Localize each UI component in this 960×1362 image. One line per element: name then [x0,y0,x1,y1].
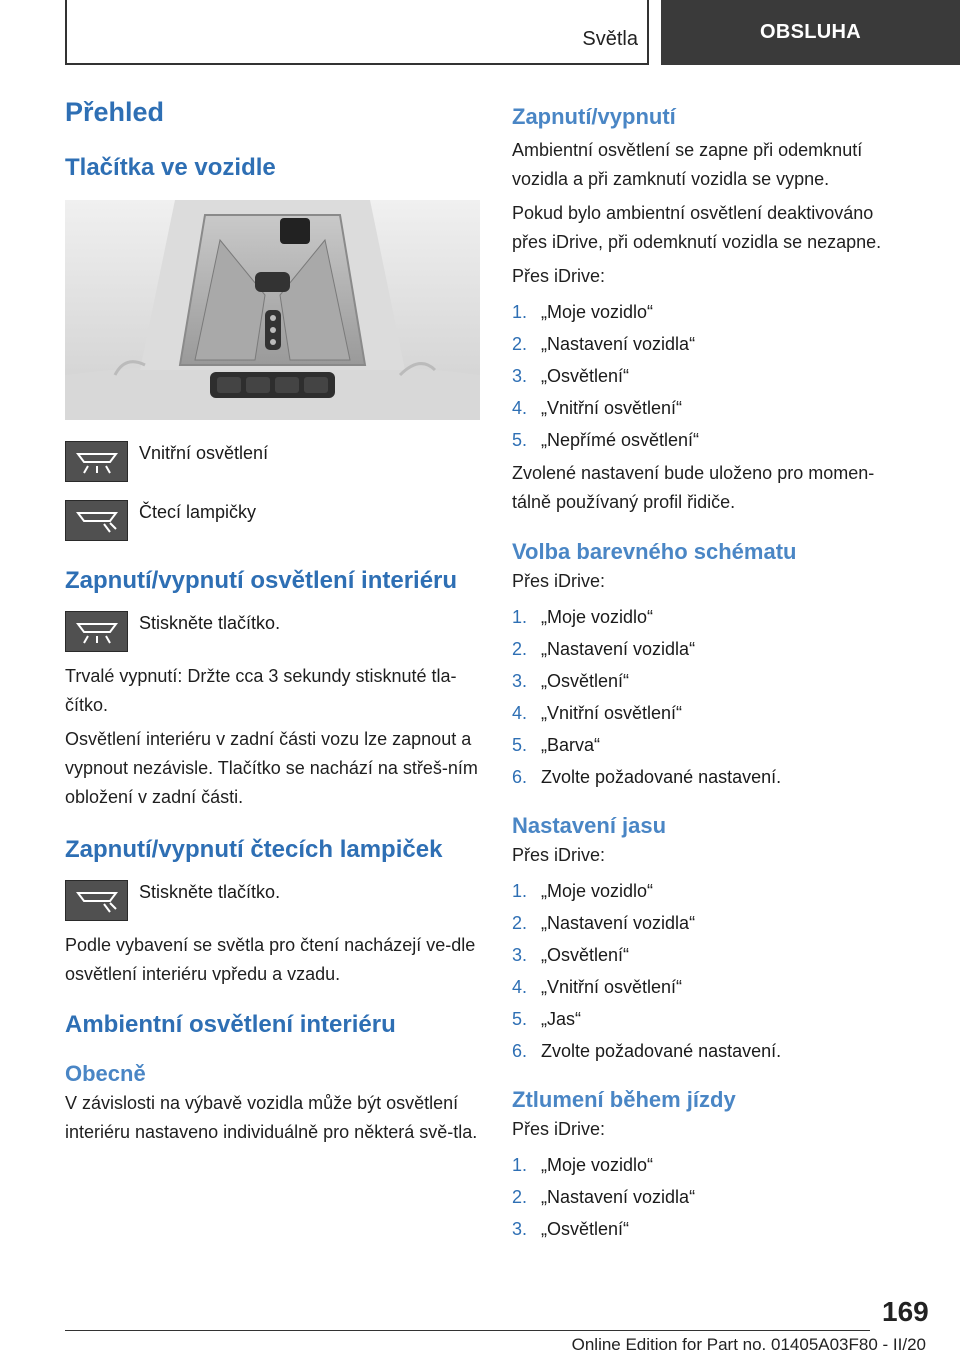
list-item-number: 5. [512,430,528,450]
right-column [512,96,912,1245]
heading-tlacitka: Tlačítka ve vozidle [65,154,276,181]
list-item [512,296,912,328]
header-frame [65,0,649,65]
list-item-text: „Nastavení vozidla“ [541,639,696,659]
button-row-reading [65,500,485,541]
list-item-text: „Vnitřní osvětlení“ [541,977,683,997]
list-item-number: 3. [512,945,528,965]
list-item-text: „Nastavení vozidla“ [541,334,696,354]
list-dim [512,1149,912,1245]
list-item-text: „Osvětlení“ [541,366,630,386]
interior-light-icon [65,441,128,482]
onoff-para-2: Pokud bylo ambientní osvětlení deaktivováno přes iDrive, při odemknutí vozidla se nezapne. [512,203,882,252]
list-item [512,424,912,456]
list-item [512,360,912,392]
list-item [512,328,912,360]
list-item-number: 4. [512,703,528,723]
list-item-text: „Moje vozidlo“ [541,302,654,322]
list-item-text: „Jas“ [541,1009,581,1029]
list-item-text: „Vnitřní osvětlení“ [541,398,683,418]
reading-light-icon [65,500,128,541]
list-item-text: Zvolte požadované nastavení. [541,1041,782,1061]
section-title: Světla [582,28,638,50]
list-item-text: „Nepřímé osvětlení“ [541,430,700,450]
via-idrive-1: Přes iDrive: [512,266,606,286]
list-item [512,601,912,633]
list-item [512,392,912,424]
button-row-reading-press [65,880,485,921]
interior-para-2: Osvětlení interiéru v zadní části vozu lze zapnout a vypnout nezávisle. Tlačítko se nachází na střeš-ním obložení v zadní části. [65,729,478,807]
list-item [512,1181,912,1213]
reading-para-1: Podle vybavení se světla pro čtení nacházejí ve-dle osvětlení interiéru vpředu a vzadu. [65,935,476,984]
heading-color: Volba barevného schématu [512,539,797,564]
list-item [512,729,912,761]
list-item [512,907,912,939]
list-item-number: 5. [512,735,528,755]
list-ambient-onoff [512,296,912,456]
heading-dim: Ztlumení během jízdy [512,1087,736,1112]
list-item [512,665,912,697]
list-item-text: Zvolte požadované nastavení. [541,767,782,787]
heading-reading-onoff: Zapnutí/vypnutí čtecích lampiček [65,836,443,863]
obecne-para: V závislosti na výbavě vozidla může být osvětlení interiéru nastaveno individuálně pro některá svě-tla. [65,1093,478,1142]
list-item-number: 3. [512,1219,528,1239]
list-item-number: 1. [512,1155,528,1175]
onoff-para-1: Ambientní osvětlení se zapne při odemknutí vozidla a při zamknutí vozidla se vypne. [512,140,863,189]
list-item-number: 6. [512,767,528,787]
list-item-number: 5. [512,1009,528,1029]
list-item-number: 3. [512,366,528,386]
heading-prehled: Přehled [65,97,165,127]
list-item-number: 2. [512,334,528,354]
footer-rule [65,1330,870,1331]
list-item-text: „Moje vozidlo“ [541,1155,654,1175]
heading-brightness: Nastavení jasu [512,813,667,838]
interior-press-text: Stiskněte tlačítko. [139,613,281,633]
list-item-number: 2. [512,913,528,933]
list-item [512,939,912,971]
chapter-tab: OBSLUHA [661,0,960,65]
list-item-number: 2. [512,639,528,659]
interior-light-icon-2 [65,611,128,652]
list-item-text: „Osvětlení“ [541,1219,630,1239]
page-number: 169 [882,1296,929,1327]
list-item [512,697,912,729]
reading-light-label: Čtecí lampičky [139,502,257,522]
list-item-text: „Moje vozidlo“ [541,881,654,901]
list-item [512,1035,912,1067]
list-item-text: „Osvětlení“ [541,671,630,691]
via-idrive-2: Přes iDrive: [512,571,606,591]
onoff-para-3: Zvolené nastavení bude uloženo pro momen-tálně používaný profil řidiče. [512,463,875,512]
interior-light-label: Vnitřní osvětlení [139,443,269,463]
list-item [512,761,912,793]
heading-ambient: Ambientní osvětlení interiéru [65,1011,396,1038]
list-item-text: „Moje vozidlo“ [541,607,654,627]
list-item [512,875,912,907]
list-item-number: 4. [512,398,528,418]
list-item-number: 3. [512,671,528,691]
list-color [512,601,912,793]
heading-interior-onoff: Zapnutí/vypnutí osvětlení interiéru [65,567,458,594]
list-item-number: 1. [512,881,528,901]
list-item [512,1003,912,1035]
via-idrive-4: Přes iDrive: [512,1119,606,1139]
list-item [512,1213,912,1245]
list-item-text: „Nastavení vozidla“ [541,913,696,933]
reading-light-icon-2 [65,880,128,921]
left-column [65,96,485,1147]
interior-para-1: Trvalé vypnutí: Držte cca 3 sekundy stisknuté tla-čítko. [65,666,457,715]
via-idrive-3: Přes iDrive: [512,845,606,865]
list-item-number: 6. [512,1041,528,1061]
list-item-text: „Nastavení vozidla“ [541,1187,696,1207]
button-row-interior-press [65,611,485,652]
list-item-text: „Vnitřní osvětlení“ [541,703,683,723]
heading-onoff: Zapnutí/vypnutí [512,104,676,129]
roof-console-illustration [65,200,480,420]
list-item [512,971,912,1003]
list-item-number: 1. [512,302,528,322]
list-item-number: 4. [512,977,528,997]
heading-obecne: Obecně [65,1061,146,1086]
roof-console-photo [65,200,480,420]
list-item-number: 1. [512,607,528,627]
list-item [512,633,912,665]
list-item-text: „Osvětlení“ [541,945,630,965]
list-brightness [512,875,912,1067]
list-item-text: „Barva“ [541,735,601,755]
button-row-interior [65,441,485,482]
list-item-number: 2. [512,1187,528,1207]
reading-press-text: Stiskněte tlačítko. [139,882,281,902]
list-item [512,1149,912,1181]
footer-edition: Online Edition for Part no. 01405A03F80 - II/20 [571,1335,926,1354]
